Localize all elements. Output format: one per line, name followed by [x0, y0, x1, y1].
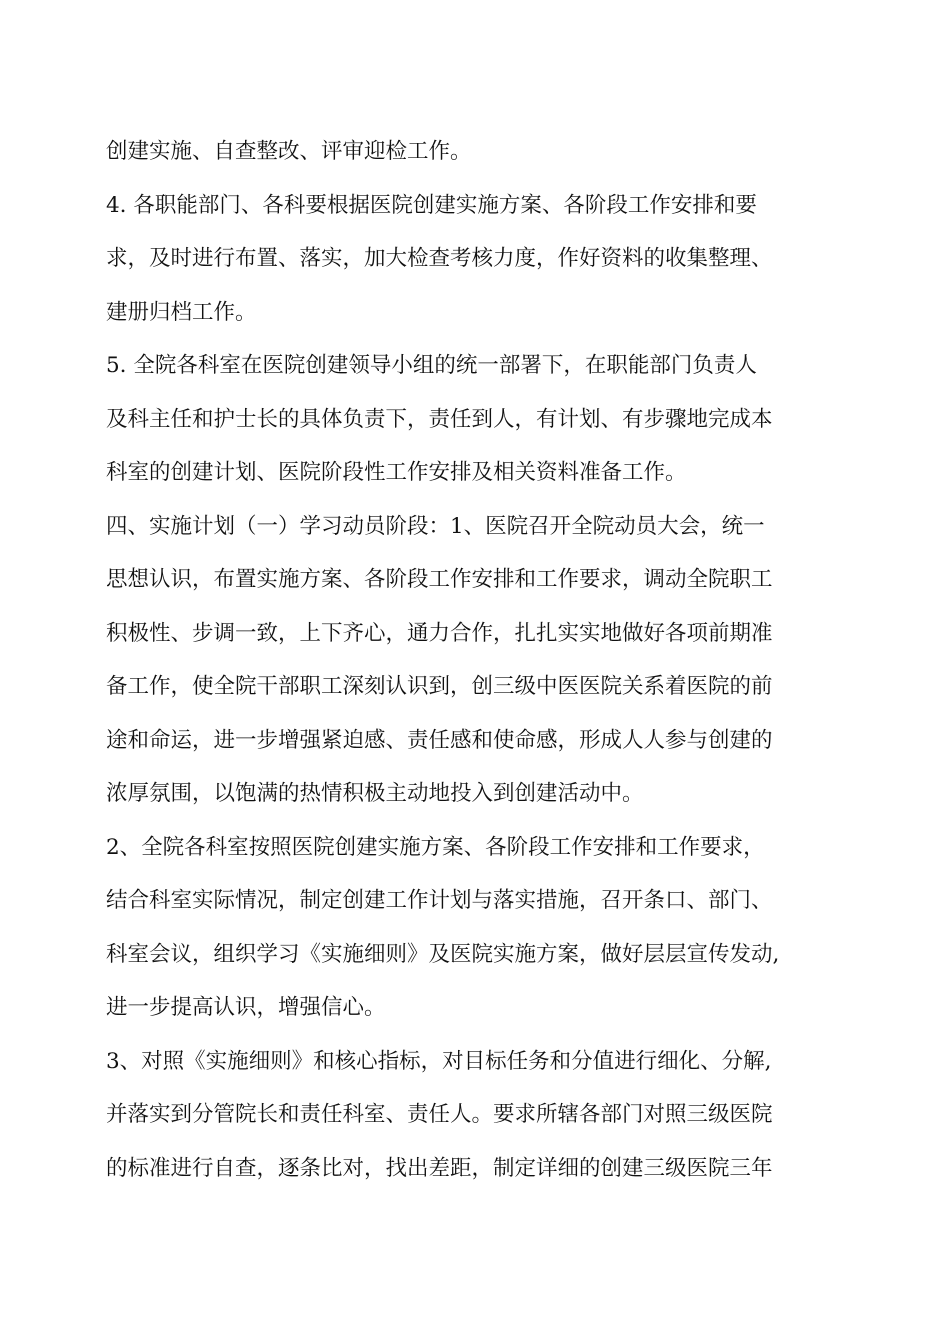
text-line: 5. 全院各科室在医院创建领导小组的统一部署下，在职能部门负责人 [106, 353, 757, 378]
text-line: 四、实施计划（一）学习动员阶段：1、医院召开全院动员大会，统一 [106, 514, 765, 539]
text-line: 创建实施、自查整改、评审迎检工作。 [106, 139, 472, 164]
text-line: 的标准进行自查，逐条比对，找出差距，制定详细的创建三级医院三年 [106, 1156, 773, 1181]
text-line: 4. 各职能部门、各科要根据医院创建实施方案、各阶段工作安排和要 [106, 193, 757, 218]
text-line: 思想认识，布置实施方案、各阶段工作安排和工作要求，调动全院职工 [106, 567, 773, 592]
text-line: 2、全院各科室按照医院创建实施方案、各阶段工作安排和工作要求， [106, 835, 765, 860]
text-line: 结合科室实际情况，制定创建工作计划与落实措施，召开条口、部门、 [106, 888, 773, 913]
text-line: 进一步提高认识，增强信心。 [106, 995, 386, 1020]
text-line: 及科主任和护士长的具体负责下，责任到人，有计划、有步骤地完成本 [106, 407, 773, 432]
text-line: 积极性、步调一致，上下齐心，通力合作，扎扎实实地做好各项前期准 [106, 621, 773, 646]
text-line: 备工作，使全院干部职工深刻认识到，创三级中医医院关系着医院的前 [106, 674, 773, 699]
text-line: 途和命运，进一步增强紧迫感、责任感和使命感，形成人人参与创建的 [106, 728, 773, 753]
text-line: 浓厚氛围，以饱满的热情积极主动地投入到创建活动中。 [106, 781, 644, 806]
text-line: 科室会议，组织学习《实施细则》及医院实施方案，做好层层宣传发动, [106, 942, 780, 967]
text-line: 3、对照《实施细则》和核心指标，对目标任务和分值进行细化、分解, [106, 1049, 772, 1074]
text-line: 科室的创建计划、医院阶段性工作安排及相关资料准备工作。 [106, 460, 687, 485]
text-line: 并落实到分管院长和责任科室、责任人。要求所辖各部门对照三级医院 [106, 1102, 773, 1127]
text-line: 求，及时进行布置、落实，加大检查考核力度，作好资料的收集整理、 [106, 246, 773, 271]
text-line: 建册归档工作。 [106, 300, 257, 325]
